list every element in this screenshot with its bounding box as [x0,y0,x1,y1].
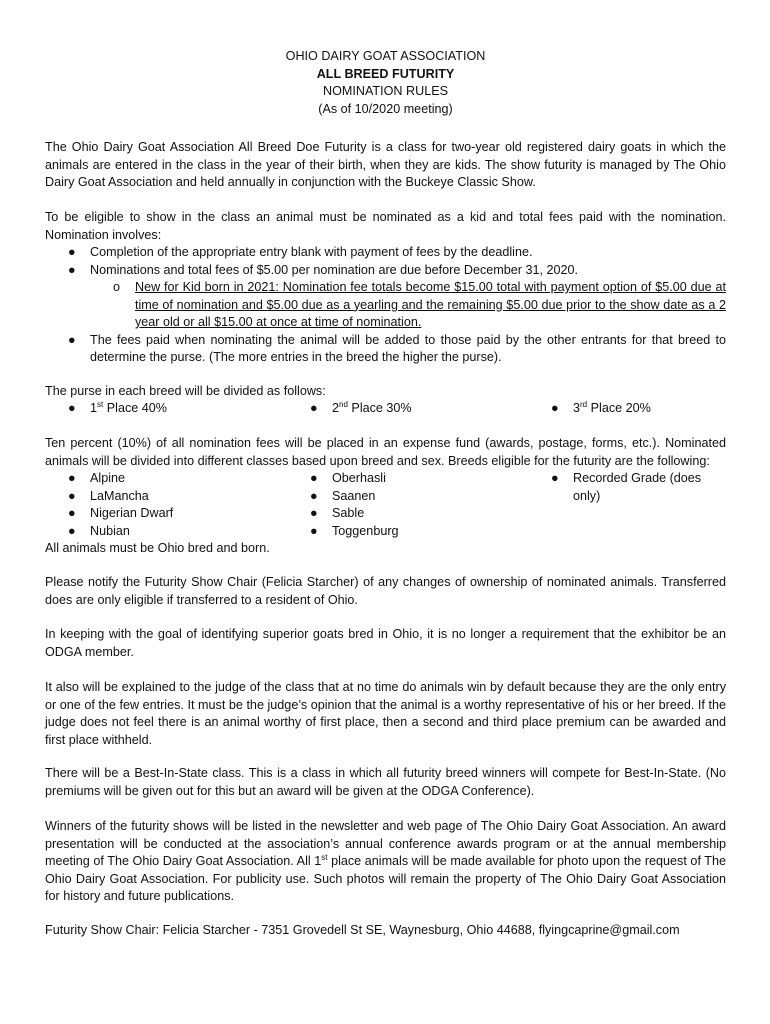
purse-split-row [45,400,726,418]
bullet-icon: ● [68,401,76,415]
winners-paragraph: Winners of the futurity shows will be listed in the newsletter and web page of The Ohio Dairy Goat Association. An award presentation will be conducted at the association’s annual conference awards program or at the annual membership meeting of The Ohio Dairy Goat Association. All 1st place animals will be made available for photo upon the request of The Ohio Dairy Goat Association. For publicity use. Such photos will remain the property of The Ohio Dairy Goat Association for history and future publications. [45,819,726,903]
circle-bullet-icon: o [113,280,121,294]
bullet-icon: ● [310,401,318,415]
ownership-paragraph: Please notify the Futurity Show Chair (Felicia Starcher) of any changes of ownership of nominated animals. Transferred does are only eligible if transferred to a resident of Ohio. [45,575,726,607]
bullet-icon: ● [68,332,76,347]
document-header [45,48,726,118]
document-title: ALL BREED FUTURITY [316,66,455,81]
bullet-icon: ● [68,262,76,277]
breed-item: ● Oberhasli [287,470,517,488]
bullet-icon: ● [68,245,76,259]
org-name: OHIO DAIRY GOAT ASSOCIATION [285,49,486,63]
breed-item: ● Saanen [287,488,517,506]
bullet-icon: ● [310,506,318,520]
eligibility-section [45,209,726,367]
eligibility-sub-bullet: o New for Kid born in 2021: Nomination fee totals become $15.00 total with payment option of $5.00 due at time of nomination and $5.00 due as a yearling and the remaining $5.00 due prior to the show date as a 2 year old or all $15.00 at once at time of nomination. [113,280,726,329]
breed-item: ● Nubian [45,523,275,541]
bullet-icon: ● [68,471,76,485]
bullet-icon: ● [551,471,559,485]
breed-item: ● Alpine [45,470,275,488]
breed-item: ● Recorded Grade (does [528,470,726,488]
ohio-bred-note: All animals must be Ohio bred and born. [45,541,270,555]
purse-place-1: ● 1st Place 40% [45,400,167,418]
bullet-icon: ● [68,488,76,503]
bullet-icon: ● [310,488,318,503]
purse-place-3: ● 3rd Place 20% [528,400,651,418]
intro-paragraph: The Ohio Dairy Goat Association All Breed Doe Futurity is a class for two-year old registered dairy goats in which the animals are entered in the class in the year of their birth, when they are kids. The show futurity is managed by The Ohio Dairy Goat Association and held annually in conjunction with the Buckeye Classic Show. [45,140,726,189]
bullet-icon: ● [310,523,318,538]
purse-text: The purse in each breed will be divided as follows: [45,384,326,398]
bullet-icon: ● [310,471,318,485]
breed-item: ● Toggenburg [287,523,517,541]
breed-item: ● Sable [287,505,517,523]
judging-paragraph: It also will be explained to the judge of the class that at no time do animals win by default because they are the only entry or one of the few entries. It must be the judge’s opinion that the animal is a worthy representative of his or her breed. If the judge does not feel there is an animal worthy of first place, then a second and third place premium can be awarded and first place withheld. [45,680,726,747]
breeds-column-1 [45,470,275,540]
document-subtitle: NOMINATION RULES [322,84,448,98]
purse-place-2: ● 2nd Place 30% [287,400,412,418]
breeds-list [45,470,726,542]
eligibility-bullet-3: ● The fees paid when nominating the animal will be added to those paid by the other entrants for that breed to determine the purse. (The more entries in the breed the higher the purse). [68,332,726,364]
breeds-text: Ten percent (10%) of all nomination fees will be placed in an expense fund (awards, postage, forms, etc.). Nominated animals will be divided into different classes based upon breed and sex. Breeds eligible for the futurity are the following: [45,436,726,468]
breed-item: ● LaMancha [45,488,275,506]
revision-date: (As of 10/2020 meeting) [318,101,453,116]
breeds-column-2 [287,470,517,540]
contact-line: Futurity Show Chair: Felicia Starcher - 7351 Grovedell St SE, Waynesburg, Ohio 44688, flyingcaprine@gmail.com [45,923,680,937]
breed-item: ● Nigerian Dwarf [45,505,275,523]
eligibility-text: To be eligible to show in the class an animal must be nominated as a kid and total fees paid with the nomination. Nomination involves: [45,210,726,242]
breed-item-continuation: only) [573,488,601,503]
membership-paragraph: In keeping with the goal of identifying superior goats bred in Ohio, it is no longer a requirement that the exhibitor be an ODGA member. [45,627,726,659]
bullet-icon: ● [68,506,76,520]
best-in-state-paragraph: There will be a Best-In-State class. This is a class in which all futurity breed winners will compete for Best-In-State. (No premiums will be given out for this but an award will be given at the ODGA Conference). [45,766,726,798]
eligibility-bullet-1: ● Completion of the appropriate entry blank with payment of fees by the deadline. [45,244,726,262]
breeds-column-3 [528,470,726,505]
bullet-icon: ● [68,523,76,538]
bullet-icon: ● [551,401,559,415]
eligibility-bullet-2: ● Nominations and total fees of $5.00 per nomination are due before December 31, 2020. [45,262,726,280]
